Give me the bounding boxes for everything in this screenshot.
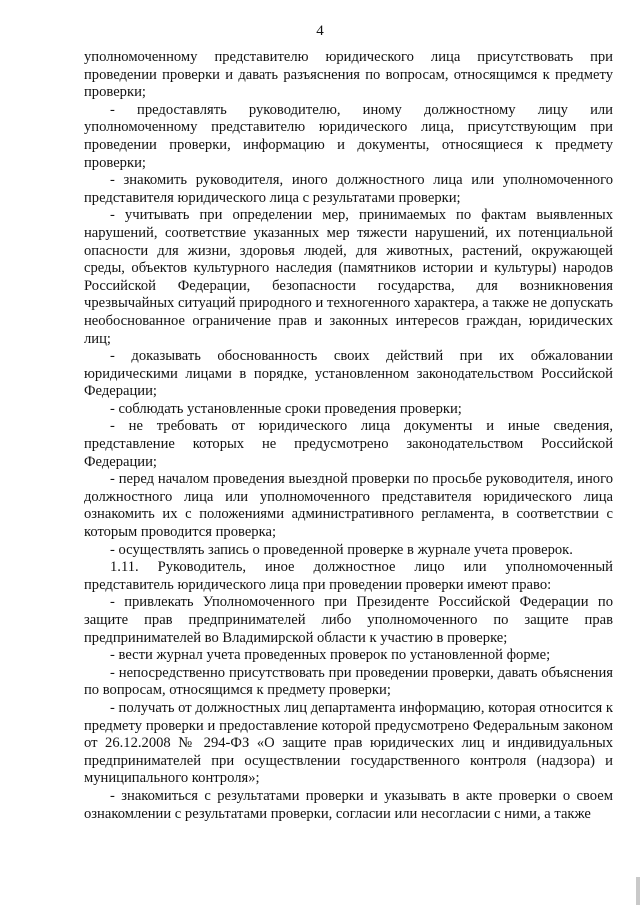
paragraph-5: - доказывать обоснованность своих действий при их обжаловании юридическими лицами в порядке, установленном законодательством Российской Федерации; (84, 348, 613, 400)
paragraph-6: - соблюдать установленные сроки проведения проверки; (110, 400, 462, 417)
paragraph-8: - перед началом проведения выездной проверки по просьбе руководителя, иного должностного лица или уполномоченного представителя юридического лица ознакомить их с положениями административного регламента, в соответствии с которым проводится проверка; (84, 471, 613, 541)
paragraph-13: - непосредственно присутствовать при проведении проверки, давать объяснения по вопросам, относящимся к предмету проверки; (84, 664, 613, 699)
page-edge-mark (636, 877, 640, 905)
paragraph-3: - знакомить руководителя, иного должностного лица или уполномоченного представителя юридического лица с результатами проверки; (84, 172, 613, 206)
paragraph-1: уполномоченному представителю юридического лица присутствовать при проведении проверки и давать разъяснения по вопросам, относящимся к предмету проверки; (84, 49, 613, 101)
paragraph-15: - знакомиться с результатами проверки и указывать в акте проверки о своем ознакомлении с результатами проверки, согласии или несогласии с ними, а также (84, 787, 613, 822)
paragraph-7: - не требовать от юридического лица документы и иные сведения, представление которых не предусмотрено законодательством Российской Федерации; (84, 418, 613, 470)
paragraph-14: - получать от должностных лиц департамента информацию, которая относится к предмету проверки и предоставление которой предусмотрено Федеральным законом от 26.12.2008 № 294-ФЗ «О защите прав юридических лиц и индивидуальных предпринимателей при осуществлении государственного контроля (надзора) и муниципального контроля»; (84, 699, 613, 787)
document-body (84, 49, 613, 823)
paragraph-11: - привлекать Уполномоченного при Президенте Российской Федерации по защите прав предпринимателей либо уполномоченного по защите прав предпринимателей во Владимирской области к участию в проверке; (84, 594, 613, 646)
page-number: 4 (316, 23, 324, 39)
paragraph-4: - учитывать при определении мер, принимаемых по фактам выявленных нарушений, соответствие указанных мер тяжести нарушений, их потенциальной опасности для жизни, здоровья людей, для животных, растений, окружающей среды, объектов культурного наследия (памятников истории и культуры) народов Российской Федерации, безопасности государства, для возникновения чрезвычайных ситуаций природного и техногенного характера, а также не допускать необоснованное ограничение прав и законных интересов граждан, юридических лиц; (84, 207, 613, 347)
paragraph-2: - предоставлять руководителю, иному должностному лицу или уполномоченному представителю юридического лица, присутствующим при проведении проверки, информацию и документы, относящиеся к предмету проверки; (84, 101, 613, 171)
paragraph-9: - осуществлять запись о проведенной проверке в журнале учета проверок. (110, 541, 573, 558)
paragraph-10: 1.11. Руководитель, иное должностное лицо или уполномоченный представитель юридического лица при проведении проверки имеют право: (84, 559, 613, 593)
paragraph-12: - вести журнал учета проведенных проверок по установленной форме; (110, 647, 551, 664)
